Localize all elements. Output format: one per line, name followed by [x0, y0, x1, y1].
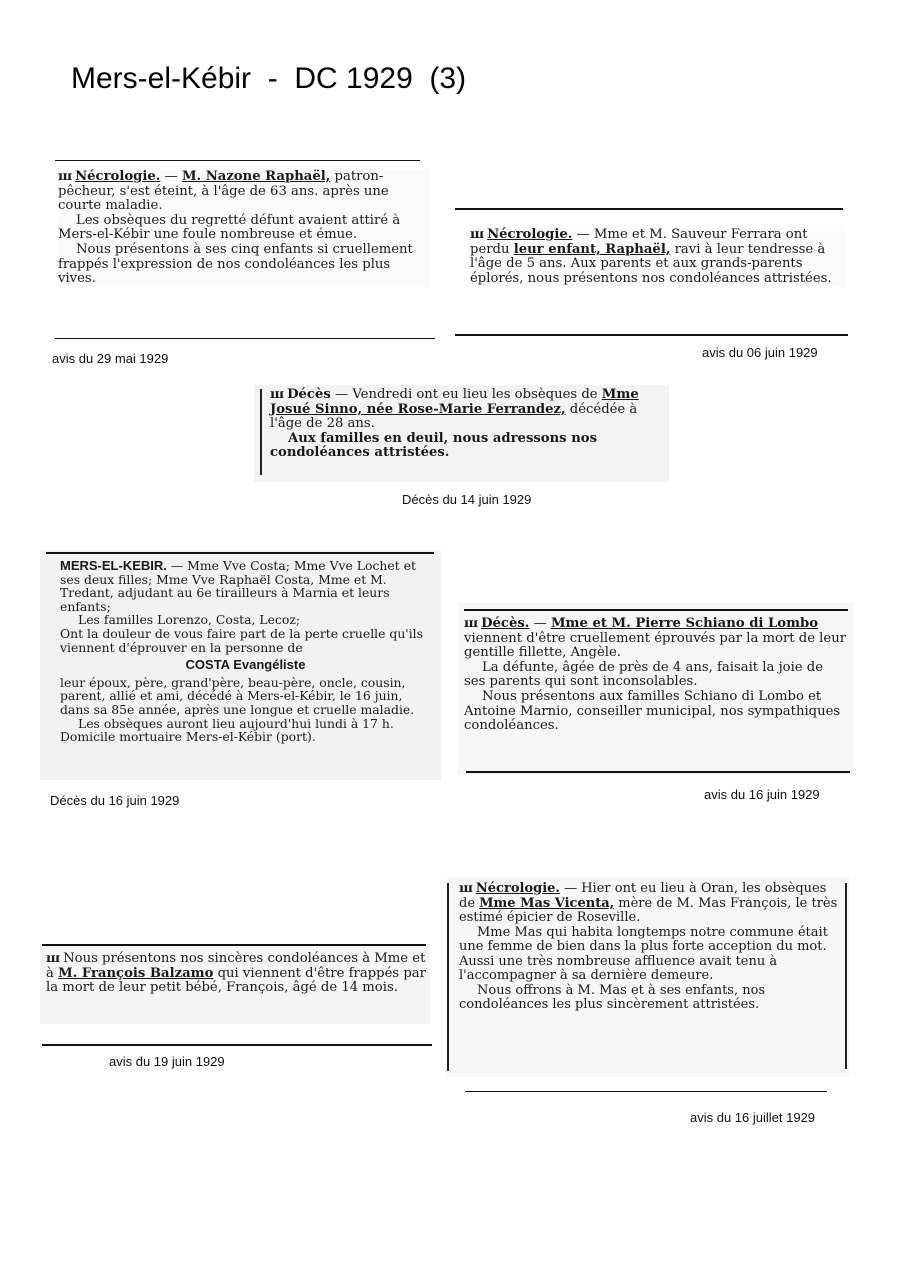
notice-heading: Nécrologie.: [487, 227, 573, 242]
notice-name: M. Nazone Raphaël,: [181, 169, 331, 184]
notice-lead: —: [160, 169, 182, 184]
column-bar: [260, 389, 262, 475]
ornament-icon: ꟺ: [58, 169, 72, 184]
column-bar: [845, 883, 847, 1069]
divider: [46, 552, 434, 554]
page-title: Mers-el-Kébir - DC 1929 (3): [71, 62, 467, 95]
notice-06-juin: [470, 228, 846, 286]
divider: [55, 160, 420, 161]
notice-heading: Nécrologie.: [75, 169, 161, 184]
notice-body: La défunte, âgée de près de 4 ans, faisait la joie de ses parents qui sont inconsolables.: [464, 659, 824, 690]
ornament-icon: ꟺ: [46, 951, 60, 966]
ornament-icon: ꟺ: [464, 616, 478, 631]
notice-name: Mme Mas Vicenta,: [479, 895, 615, 911]
notice-lead: —: [529, 616, 551, 631]
column-bar: [447, 883, 449, 1071]
notice-body: décédée à l'âge de 28 ans.: [270, 401, 638, 432]
notice-lead: Nous présentons nos sincères condoléances à Mme et à: [46, 951, 426, 981]
notice-caption: avis du 16 juillet 1929: [690, 1110, 816, 1125]
notice-29-mai: [58, 170, 430, 287]
notice-16-juin-costa: [40, 550, 441, 780]
notice-body: Aux familles en deuil, nous adressons nos condoléances attristées.: [270, 430, 597, 461]
notice-body: Ont la douleur de vous faire part de la perte cruelle qu'ils viennent d'éprouver en la personne de: [60, 625, 423, 655]
divider: [42, 944, 426, 946]
notice-heading: Décès.: [481, 616, 530, 631]
notice-body: Mme Mas qui habita longtemps notre commune était une femme de bien dans la plus forte acception du mot. Aussi une très nombreuse affluence avait tenu à l'accompagner à sa dernière demeure.: [459, 924, 828, 983]
notice-body: Les obsèques auront lieu aujourd'hui lundi à 17 h.: [78, 715, 394, 731]
notice-caption: avis du 19 juin 1929: [109, 1054, 225, 1069]
ornament-icon: ꟺ: [470, 227, 484, 242]
notice-caption: Décès du 16 juin 1929: [50, 793, 180, 808]
notice-body: Les familles Lorenzo, Costa, Lecoz;: [78, 612, 301, 628]
notice-heading: Décès: [287, 387, 331, 402]
notice-name: Mme et M. Pierre Schiano di Lombo: [550, 616, 819, 631]
notice-lead: — Mme et M. Sauveur Ferrara ont perdu: [470, 227, 808, 257]
notice-body: Nous présentons aux familles Schiano di Lombo et Antoine Marnio, conseiller municipal, nos sympathiques condoléances.: [464, 688, 841, 734]
notice-caption: avis du 16 juin 1929: [704, 787, 820, 802]
notice-body: viennent d'être cruellement éprouvés par la mort de leur gentille fillette, Angèle.: [464, 630, 847, 661]
notice-name: COSTA Evangéliste: [185, 657, 306, 673]
divider: [455, 208, 843, 210]
divider: [464, 609, 848, 611]
divider: [466, 771, 850, 773]
notice-body: qui viennent d'être frappés par la mort de leur petit bébé, François, âgé de 14 mois.: [46, 965, 426, 996]
notice-16-juin-schiano: [458, 603, 854, 775]
notice-lead: — Vendredi ont eu lieu les obsèques de: [330, 387, 602, 402]
divider: [455, 334, 848, 336]
notice-body: ravi à leur tendresse à l'âge de 5 ans. Aux parents et aux grands-parents éplorés, nous présentons nos condoléances attristées.: [470, 241, 832, 286]
notice-caption: Décès du 14 juin 1929: [402, 492, 532, 507]
notice-body: Les obsèques du regretté défunt avaient attiré à Mers-el-Kébir une foule nombreuse et émue.: [58, 212, 401, 243]
ornament-icon: ꟺ: [270, 387, 284, 402]
notice-name: M. François Balzamo: [58, 965, 214, 981]
notice-body: Nous présentons à ses cinq enfants si cruellement frappés l'expression de nos condoléances les plus vives.: [58, 241, 413, 287]
notice-heading: MERS-EL-KEBIR.: [60, 558, 167, 573]
notice-lead: — Mme Vve Costa; Mme Vve Lochet et ses deux filles; Mme Vve Raphaël Costa, Mme et M. Tredant, adjudant au 6e tirailleurs à Marnia et leurs enfants;: [60, 558, 416, 614]
notice-heading: Nécrologie.: [475, 881, 560, 896]
divider: [42, 1044, 432, 1046]
notice-name: Mme Josué Sinno, née Rose-Marie Ferrandez,: [270, 387, 639, 417]
notice-body: patron-pêcheur, s'est éteint, à l'âge de 63 ans. après une courte maladie.: [58, 169, 389, 214]
notice-body: Domicile mortuaire Mers-el-Kébir (port).: [60, 729, 316, 745]
divider: [465, 1091, 827, 1092]
notice-16-juillet: [447, 877, 850, 1077]
notice-name: leur enfant, Raphaël,: [513, 241, 671, 257]
notice-19-juin: [40, 944, 430, 1024]
notice-lead: — Hier ont eu lieu à Oran, les obsèques de: [459, 881, 827, 911]
notice-body: Nous offrons à M. Mas et à ses enfants, nos condoléances les plus sincèrement attristées.: [459, 982, 766, 1012]
notice-caption: avis du 06 juin 1929: [702, 345, 818, 360]
notice-caption: avis du 29 mai 1929: [52, 351, 169, 366]
notice-body: mère de M. Mas François, le très estimé épicier de Roseville.: [459, 895, 838, 925]
ornament-icon: ꟺ: [459, 881, 472, 896]
notice-body: leur époux, père, grand'père, beau-père, oncle, cousin, parent, allié et ami, décédé à Mers-el-Kébir, le 16 juin, dans sa 85e année, après une longue et cruelle maladie.: [60, 674, 415, 717]
notice-14-juin: [254, 385, 669, 482]
divider: [55, 338, 435, 339]
